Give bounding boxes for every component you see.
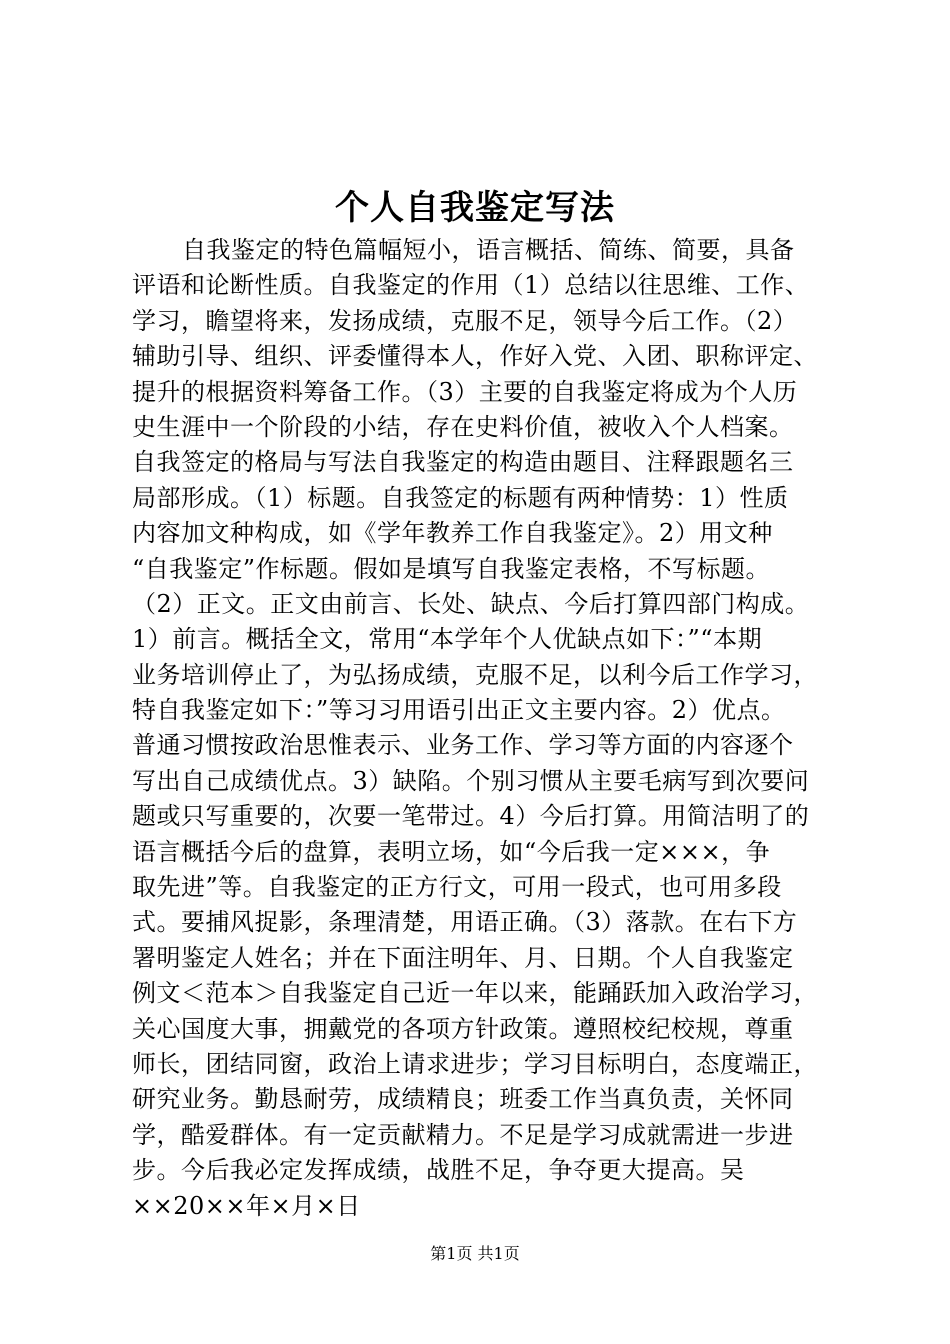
text-line: 署明鉴定人姓名；并在下面注明年、月、日期。个人自我鉴定 <box>132 943 794 972</box>
text-line: 语言概括今后的盘算，表明立场，如“今后我一定×××，争 <box>132 837 771 866</box>
text-line: 题或只写重要的，次要一笔带过。4）今后打算。用简洁明了的 <box>132 802 810 831</box>
text-line: 学习，瞻望将来，发扬成绩，克服不足，领导今后工作。（2） <box>132 306 798 335</box>
text-line: “自我鉴定”作标题。假如是填写自我鉴定表格，不写标题。 <box>132 554 771 583</box>
text-line: 业务培训停止了，为弘扬成绩，克服不足，以利今后工作学习， <box>132 660 818 689</box>
text-line: 取先进”等。自我鉴定的正方行文，可用一段式，也可用多段 <box>132 873 782 902</box>
page-footer: 第1页 共1页 <box>430 1244 520 1263</box>
text-line: 步。今后我必定发挥成绩，战胜不足，争夺更大提高。吴 <box>132 1156 745 1185</box>
text-line: 师长，团结同窗，政治上请求进步；学习目标明白，态度端正， <box>132 1049 818 1078</box>
text-line: 史生涯中一个阶段的小结，存在史料价值，被收入个人档案。 <box>132 412 794 441</box>
text-line: 辅助引导、组织、评委懂得本人，作好入党、入团、职称评定、 <box>132 342 818 371</box>
text-line: 例文＜范本＞自我鉴定自己近一年以来，能踊跃加入政治学习， <box>132 979 818 1008</box>
text-line: 自我签定的格局与写法自我鉴定的构造由题目、注释跟题名三 <box>132 448 794 477</box>
text-line: 写出自己成绩优点。3）缺陷。个别习惯从主要毛病写到次要问 <box>132 766 810 795</box>
text-line: 式。要捕风捉影，条理清楚，用语正确。（3）落款。在右下方 <box>132 908 798 937</box>
text-line: 1）前言。概括全文，常用“本学年个人优缺点如下：”“本期 <box>132 625 763 654</box>
text-line: 普通习惯按政治思惟表示、业务工作、学习等方面的内容逐个 <box>132 731 794 760</box>
text-line: （2）正文。正文由前言、长处、缺点、今后打算四部门构成。 <box>132 589 810 618</box>
page-title: 个人自我鉴定写法 <box>335 188 615 228</box>
text-line: ××20××年×月×日 <box>132 1191 361 1220</box>
text-line: 评语和论断性质。自我鉴定的作用（1）总结以往思维、工作、 <box>132 271 810 300</box>
text-line: 提升的根据资料筹备工作。（3）主要的自我鉴定将成为个人历 <box>132 377 798 406</box>
text-line: 内容加文种构成，如《学年教养工作自我鉴定》。2）用文种 <box>132 519 773 548</box>
text-line: 自我鉴定的特色篇幅短小，语言概括、简练、简要，具备 <box>182 236 795 264</box>
text-line: 局部形成。（1）标题。自我签定的标题有两种情势：1）性质 <box>132 483 789 512</box>
text-line: 特自我鉴定如下：”等习习用语引出正文主要内容。2）优点。 <box>132 696 786 725</box>
body-paragraph <box>132 233 852 1224</box>
text-line: 学，酷爱群体。有一定贡献精力。不足是学习成就需进一步进 <box>132 1120 794 1149</box>
text-line: 研究业务。勤恳耐劳，成绩精良；班委工作当真负责，关怀同 <box>132 1085 794 1114</box>
text-line: 关心国度大事，拥戴党的各项方针政策。遵照校纪校规，尊重 <box>132 1014 794 1043</box>
